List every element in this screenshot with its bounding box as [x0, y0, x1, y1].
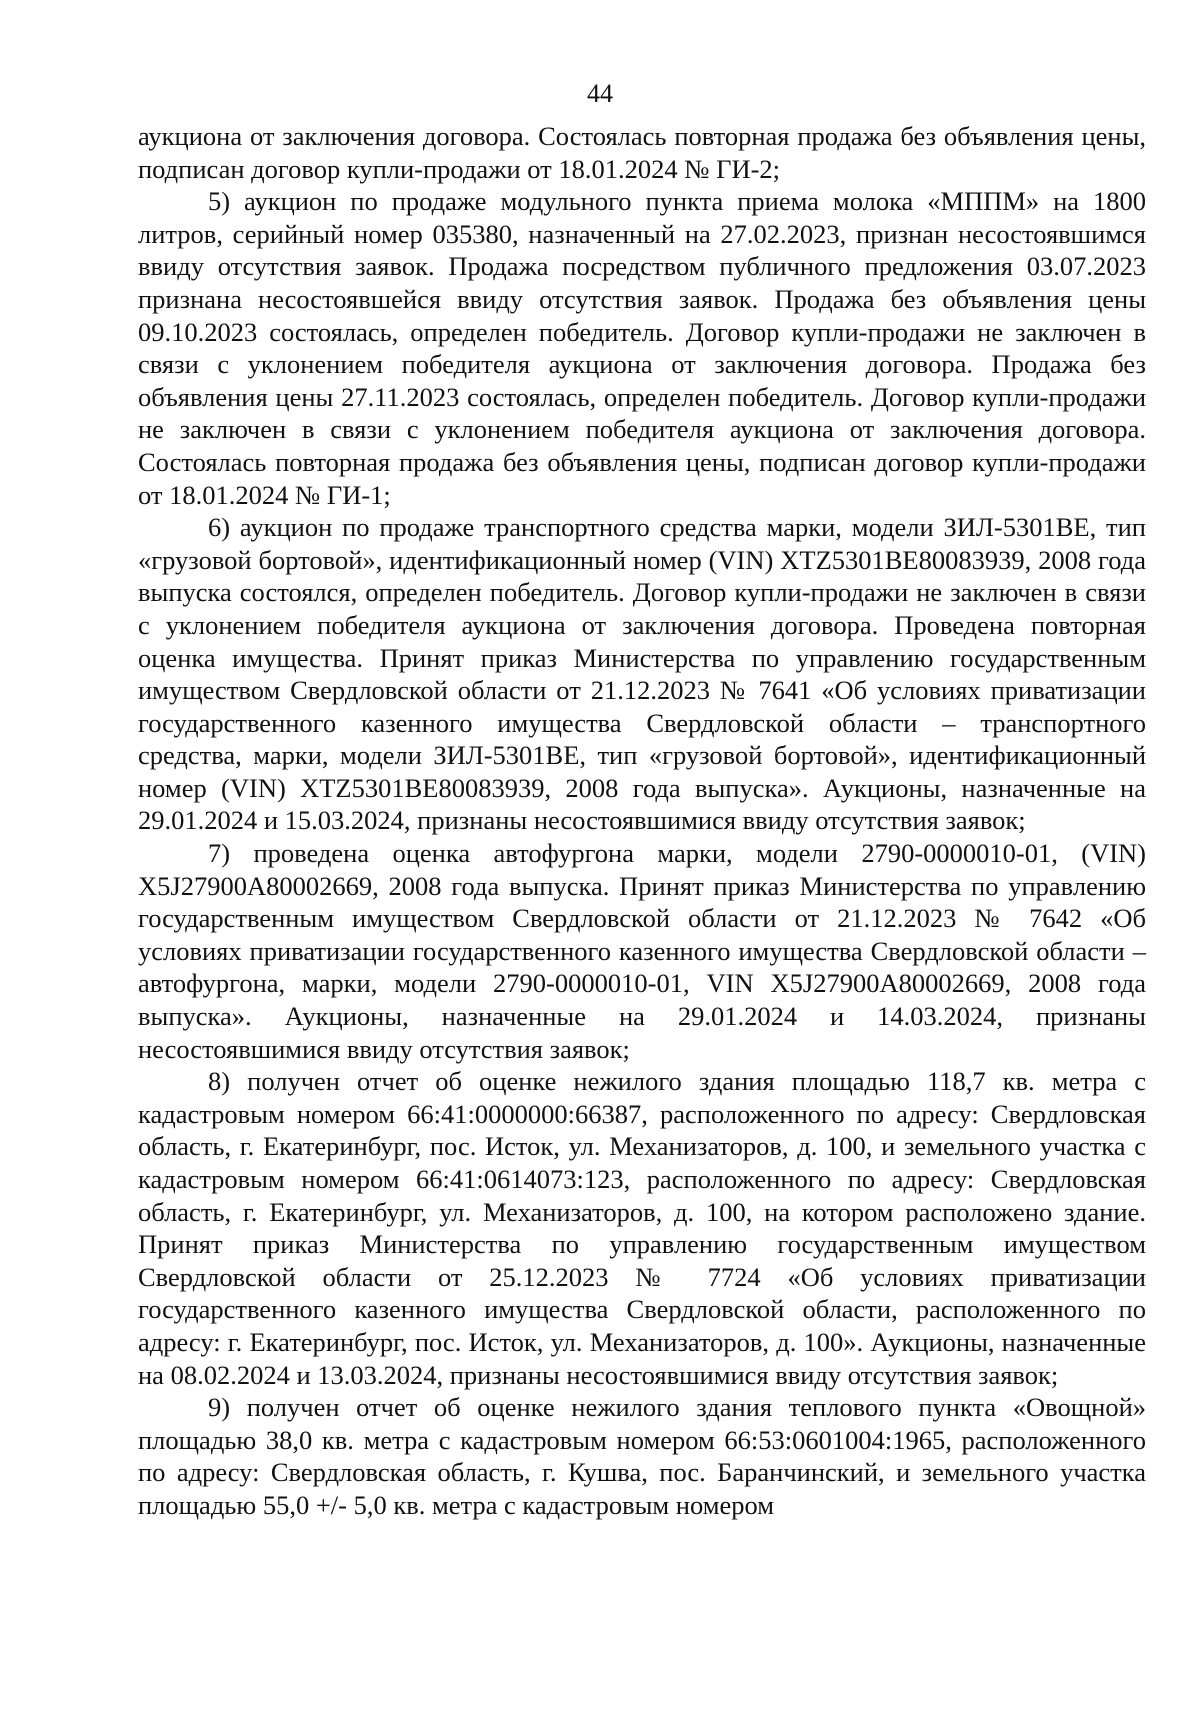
- paragraph-item-8: 8) получен отчет об оценке нежилого здания площадью 118,7 кв. метра с кадастровым номером 66:41:0000000:66387, расположенного по адресу: Свердловская область, г. Екатеринбург, пос. Исток, ул. Механизаторов, д. 100, и земельного участка с кадастровым номером 66:41:0614073:123, расположенного по адресу: Свердловская область, г. Екатеринбург, ул. Механизаторов, д. 100, на котором расположено здание. Принят приказ Министерства по управлению государственным имуществом Свердловской области от 25.12.2023 № 7724 «Об условиях приватизации государственного казенного имущества Свердловской области, расположенного по адресу: г. Екатеринбург, пос. Исток, ул. Механизаторов, д. 100». Аукционы, назначенные на 08.02.2024 и 13.03.2024, признаны несостоявшимися ввиду отсутствия заявок;: [138, 1066, 1146, 1390]
- document-body: [138, 120, 1146, 1522]
- paragraph-item-9: 9) получен отчет об оценке нежилого здания теплового пункта «Овощной» площадью 38,0 кв. метра с кадастровым номером 66:53:0601004:1965, расположенного по адресу: Свердловская область, г. Кушва, пос. Баранчинский, и земельного участка площадью 55,0 +/- 5,0 кв. метра с кадастровым номером: [138, 1392, 1146, 1520]
- paragraph-item-5: 5) аукцион по продаже модульного пункта приема молока «МППМ» на 1800 литров, серийный номер 035380, назначенный на 27.02.2023, признан несостоявшимся ввиду отсутствия заявок. Продажа посредством публичного предложения 03.07.2023 признана несостоявшейся ввиду отсутствия заявок. Продажа без объявления цены 09.10.2023 состоялась, определен победитель. Договор купли-продажи не заключен в связи с уклонением победителя аукциона от заключения договора. Продажа без объявления цены 27.11.2023 состоялась, определен победитель. Договор купли-продажи не заключен в связи с уклонением победителя аукциона от заключения договора. Состоялась повторная продажа без объявления цены, подписан договор купли-продажи от 18.01.2024 № ГИ-1;: [138, 186, 1146, 510]
- paragraph-item-7: 7) проведена оценка автофургона марки, модели 2790-0000010-01, (VIN) X5J27900A80002669, 2008 года выпуска. Принят приказ Министерства по управлению государственным имуществом Свердловской области от 21.12.2023 № 7642 «Об условиях приватизации государственного казенного имущества Свердловской области – автофургона, марки, модели 2790-0000010-01, VIN X5J27900A80002669, 2008 года выпуска». Аукционы, назначенные на 29.01.2024 и 14.03.2024, признаны несостоявшимися ввиду отсутствия заявок;: [138, 838, 1146, 1064]
- page-number: 44: [587, 79, 613, 108]
- paragraph-continuation: аукциона от заключения договора. Состоялась повторная продажа без объявления цены, подписан договор купли-продажи от 18.01.2024 № ГИ-2;: [138, 121, 1146, 184]
- paragraph-item-6: 6) аукцион по продаже транспортного средства марки, модели ЗИЛ-5301ВЕ, тип «грузовой бортовой», идентификационный номер (VIN) XTZ5301BE80083939, 2008 года выпуска состоялся, определен победитель. Договор купли-продажи не заключен в связи с уклонением победителя аукциона от заключения договора. Проведена повторная оценка имущества. Принят приказ Министерства по управлению государственным имуществом Свердловской области от 21.12.2023 № 7641 «Об условиях приватизации государственного казенного имущества Свердловской области – транспортного средства, марки, модели ЗИЛ-5301ВЕ, тип «грузовой бортовой», идентификационный номер (VIN) XTZ5301BE80083939, 2008 года выпуска». Аукционы, назначенные на 29.01.2024 и 15.03.2024, признаны несостоявшимися ввиду отсутствия заявок;: [138, 512, 1146, 836]
